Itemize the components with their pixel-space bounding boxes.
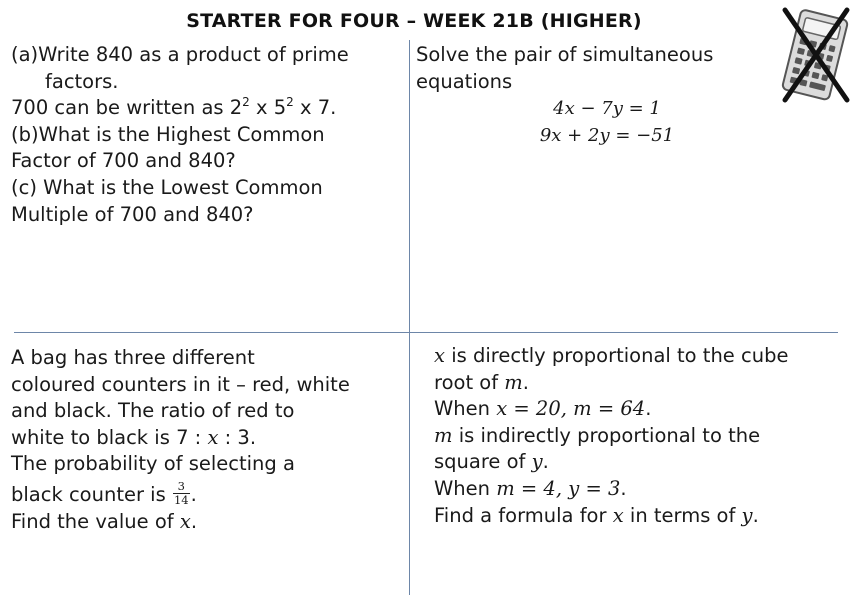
vertical-divider <box>409 40 410 595</box>
no-calculator-icon <box>781 6 851 104</box>
q4-line1: x is directly proportional to the cube <box>434 344 789 367</box>
q1-part-a-line2: factors. <box>45 69 119 93</box>
q3-line4: white to black is 7 : x : 3. <box>11 425 257 449</box>
q3-line5: The probability of selecting a <box>11 452 295 476</box>
q1-part-c-line2: Multiple of 700 and 840? <box>11 202 254 226</box>
equation-1: 4x − 7y = 1 <box>553 98 661 120</box>
question-prime-factors <box>11 42 403 228</box>
q4-line4: m is indirectly proportional to the <box>434 423 761 447</box>
horizontal-divider <box>14 332 838 333</box>
q2-line1: Solve the pair of simultaneous <box>416 43 714 66</box>
q1-given-line: 700 can be written as $2^2$ x $5^2$ x 7. <box>11 95 337 120</box>
question-ratio-probability <box>11 345 403 536</box>
q1-part-a-line: (a)Write 840 as a product of prime <box>11 43 349 66</box>
q4-line2: root of m. <box>434 370 529 394</box>
q3-line7: Find the value of x. <box>11 509 198 533</box>
q1-part-c-line1: (c) What is the Lowest Common <box>11 175 323 199</box>
question-proportion <box>434 343 854 529</box>
q3-line1: A bag has three different <box>11 346 255 369</box>
q4-line6: When m = 4, y = 3. <box>434 476 627 500</box>
q1-part-b-line2: Factor of 700 and 840? <box>11 149 236 173</box>
q2-line2: equations <box>416 69 513 93</box>
page-title: STARTER FOR FOUR – WEEK 21B (HIGHER) <box>186 10 642 32</box>
equations <box>412 95 802 149</box>
q3-line2: coloured counters in it – red, white <box>11 372 350 396</box>
q3-line3: and black. The ratio of red to <box>11 399 295 423</box>
equation-2: 9x + 2y = −51 <box>539 125 675 147</box>
question-simultaneous-equations <box>416 42 746 149</box>
probability-fraction: $\frac{3}{14}$ <box>173 478 189 507</box>
q4-line3: When x = 20, m = 64. <box>434 397 652 421</box>
q4-line5: square of y. <box>434 450 549 474</box>
q4-line7: Find a formula for x in terms of y. <box>434 503 759 527</box>
q1-part-b-line1: (b)What is the Highest Common <box>11 122 325 146</box>
q3-line6: black counter is $\frac{3}{14}$ . <box>11 478 197 507</box>
